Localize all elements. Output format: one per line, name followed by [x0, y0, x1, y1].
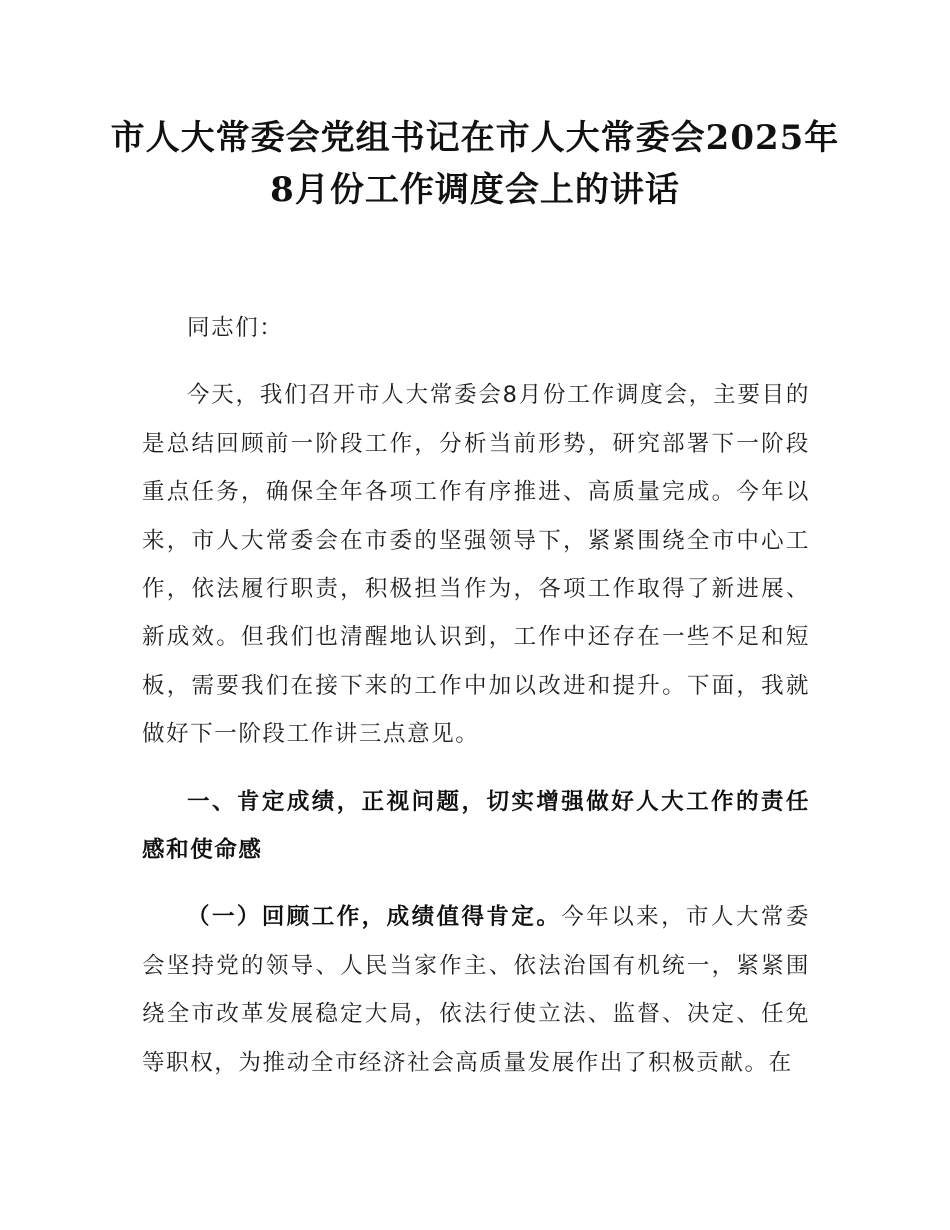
subsection-text-1: 今年以来，市人大常委会坚持党的领导、人民当家作主、依法治国有机统一，紧紧围绕全市改革发展稳定大局，依法行使立法、监督、决定、任免等职权，为推动全市经济社会高质量发展作出了积极贡献。在	[142, 904, 810, 1076]
greeting: 同志们：	[187, 315, 284, 341]
document-body	[142, 304, 810, 1087]
subsection-paragraph-1	[142, 893, 810, 1087]
opening-paragraph: 今天，我们召开市人大常委会8月份工作调度会，主要目的是总结回顾前一阶段工作，分析当前形势，研究部署下一阶段重点任务，确保全年各项工作有序推进、高质量完成。今年以来，市人大常委会在市委的坚强领导下，紧紧围绕全市中心工作，依法履行职责，积极担当作为，各项工作取得了新进展、新成效。但我们也清醒地认识到，工作中还存在一些不足和短板，需要我们在接下来的工作中加以改进和提升。下面，我就做好下一阶段工作讲三点意见。	[142, 382, 810, 748]
section-heading-1: 一、肯定成绩，正视问题，切实增强做好人大工作的责任感和使命感	[142, 788, 810, 864]
subsection-lead-1: （一）回顾工作，成绩值得肯定。	[187, 904, 562, 931]
document-title: 市人大常委会党组书记在市人大常委会2025年8月份工作调度会上的讲话	[110, 118, 840, 210]
